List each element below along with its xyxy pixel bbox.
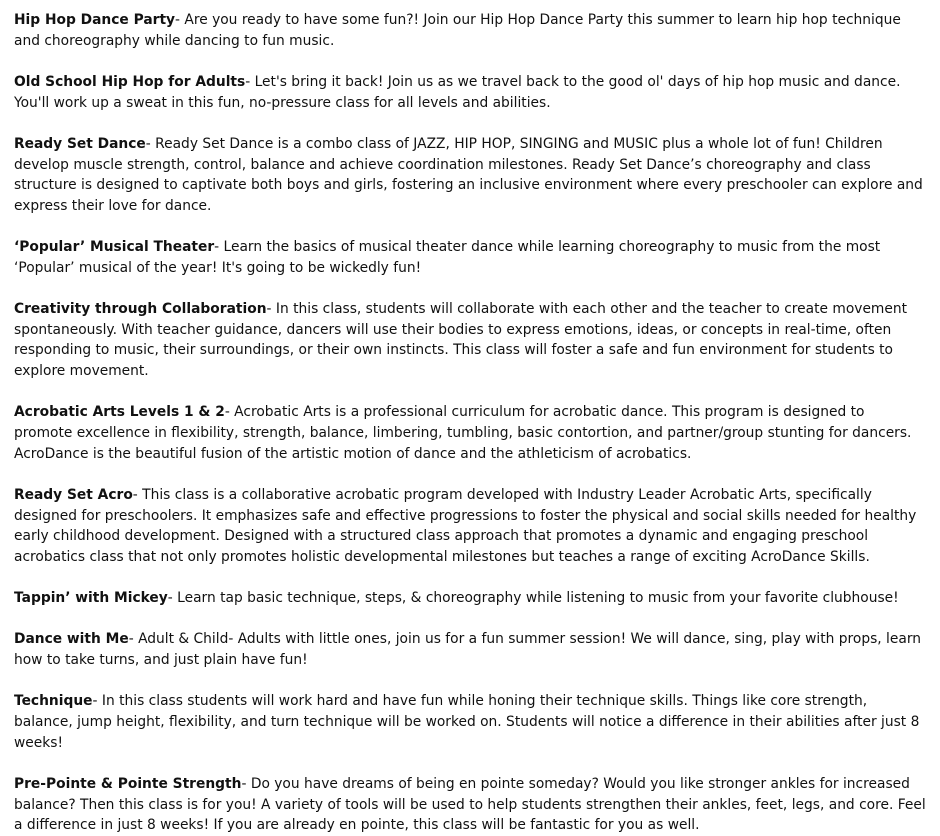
class-title: Creativity through Collaboration: [14, 301, 267, 318]
class-title: Dance with Me: [14, 631, 129, 648]
class-entry-dance-with-me: [14, 629, 926, 670]
class-description: - In this class students will work hard and have fun while honing their technique skills. Things like core strength, balance, jump height, flexibility, and turn technique will be worked on. Students will notice a difference in their abilities after just 8 weeks!: [14, 693, 920, 751]
class-title: Technique: [14, 693, 93, 710]
class-description: - Ready Set Dance is a combo class of JAZZ, HIP HOP, SINGING and MUSIC plus a whole lot of fun! Children develop muscle strength, control, balance and achieve coordination milestones. Ready Set Dance’s choreography and class structure is designed to captivate both boys and girls, fostering an inclusive environment where every preschooler can explore and express their love for dance.: [14, 135, 923, 214]
class-description: - Are you ready to have some fun?! Join our Hip Hop Dance Party this summer to learn hip hop technique and choreography while dancing to fun music.: [14, 12, 901, 49]
class-entry-ready-set-acro: [14, 485, 926, 568]
class-entry-creativity-through-collaboration: [14, 299, 926, 382]
class-description: - Learn tap basic technique, steps, & choreography while listening to music from your favorite clubhouse!: [167, 590, 899, 607]
class-title: Tappin’ with Mickey: [14, 590, 168, 607]
class-title: Ready Set Acro: [14, 486, 133, 503]
class-title: Pre-Pointe & Pointe Strength: [14, 775, 242, 792]
class-description: - This class is a collaborative acrobatic program developed with Industry Leader Acrobatic Arts, specifically designed for preschoolers. It emphasizes safe and effective progressions to foster the physical and social skills needed for healthy early childhood development. Designed with a structured class approach that promotes a dynamic and engaging preschool acrobatics class that not only promotes holistic developmental milestones but teaches a range of exciting AcroDance Skills.: [14, 486, 917, 566]
class-title: Acrobatic Arts Levels 1 & 2: [14, 404, 225, 421]
class-entry-pre-pointe: [14, 774, 926, 836]
class-entry-popular-musical-theater: [14, 237, 926, 278]
class-description: - Learn the basics of musical theater dance while learning choreography to music from the most ‘Popular’ musical of the year! It's going to be wickedly fun!: [14, 239, 881, 276]
class-title: ‘Popular’ Musical Theater: [14, 239, 215, 256]
class-description: - In this class, students will collaborate with each other and the teacher to create movement spontaneously. With teacher guidance, dancers will use their bodies to express emotions, ideas, or concepts in real-time, often responding to music, their surroundings, or their own instincts. This class will foster a safe and fun environment for students to explore movement.: [14, 301, 908, 380]
class-description: - Do you have dreams of being en pointe someday? Would you like stronger ankles for increased balance? Then this class is for you! A variety of tools will be used to help students strengthen their ankles, feet, legs, and core. Feel a difference in just 8 weeks! If you are already en pointe, this class will be fantastic for you as well.: [14, 775, 926, 834]
class-title: Ready Set Dance: [14, 135, 146, 152]
class-title: Old School Hip Hop for Adults: [14, 73, 246, 90]
class-entry-tappin-with-mickey: [14, 588, 926, 609]
class-entry-old-school-hip-hop: [14, 72, 926, 113]
class-entry-ready-set-dance: [14, 134, 926, 217]
class-description: - Acrobatic Arts is a professional curriculum for acrobatic dance. This program is designed to promote excellence in flexibility, strength, balance, limbering, tumbling, basic contortion, and partner/group stunting for dancers. AcroDance is the beautiful fusion of the artistic motion of dance and the athleticism of acrobatics.: [14, 404, 912, 462]
class-entry-technique: [14, 691, 926, 753]
class-description: - Let's bring it back! Join us as we travel back to the good ol' days of hip hop music and dance. You'll work up a sweat in this fun, no-pressure class for all levels and abilities.: [14, 73, 901, 111]
class-title: Hip Hop Dance Party: [14, 12, 176, 28]
class-description: - Adult & Child- Adults with little ones, join us for a fun summer session! We will dance, sing, play with props, learn how to take turns, and just plain have fun!: [14, 631, 922, 669]
class-entry-hip-hop-dance-party: [14, 10, 926, 51]
class-entry-acrobatic-arts: [14, 402, 926, 464]
